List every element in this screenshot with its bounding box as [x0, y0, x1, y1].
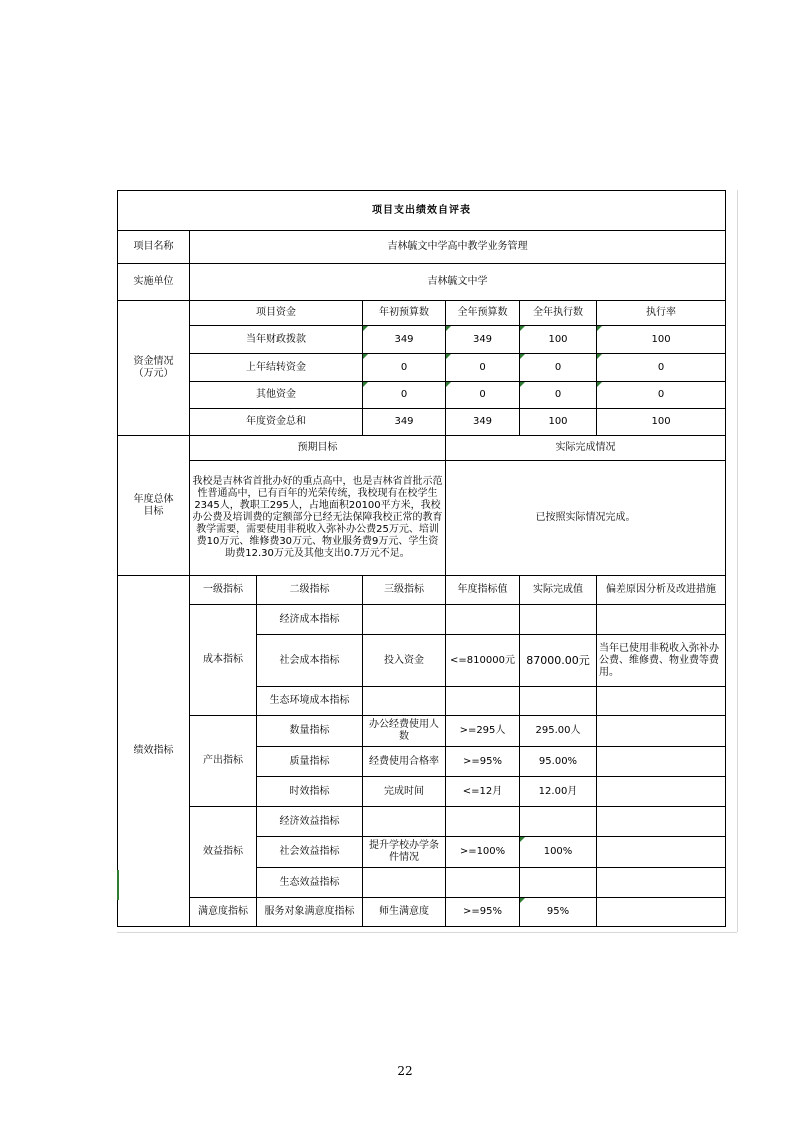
- perf-target: <=12月: [446, 777, 520, 807]
- funds-header-annual-budget: 全年预算数: [446, 301, 520, 326]
- perf-header: 二级指标: [257, 576, 363, 605]
- goals-label: 年度总体 目标: [118, 436, 190, 576]
- satisfaction-indicator-label: 满意度指标: [190, 898, 257, 927]
- perf-target: [446, 687, 520, 716]
- funds-row-name: 年度资金总和: [190, 409, 363, 436]
- funds-cell: 0: [446, 354, 520, 382]
- sheet-right-gridline: [737, 190, 738, 932]
- perf-level2: 经济效益指标: [257, 807, 363, 837]
- funds-cell: 349: [446, 409, 520, 436]
- perf-level2: 质量指标: [257, 747, 363, 777]
- goals-actual-text: 已按照实际情况完成。: [446, 461, 726, 576]
- perf-header: 偏差原因分析及改进措施: [597, 576, 726, 605]
- benefit-indicator-label: 效益指标: [190, 807, 257, 898]
- evaluation-table: [117, 190, 726, 927]
- perf-level2: 服务对象满意度指标: [257, 898, 363, 927]
- output-indicator-label: 产出指标: [190, 716, 257, 807]
- perf-target: [446, 605, 520, 635]
- goals-expected-text: 我校是吉林省首批办好的重点高中，也是吉林省首批示范性普通高中，已有百年的光荣传统，我校现有在校学生2345人，教职工295人，占地面积20100平方米，我校办公费及培训费的定额部分已经无法保障我校正常的教育教学需要，需要使用非税收入弥补办公费25万元、培训费10万元、维修费30万元、物业服务费9万元、学生资助费12.30万元及其他支出0.7万元不足。: [190, 461, 446, 576]
- perf-header: 一级指标: [190, 576, 257, 605]
- unit-label: 实施单位: [118, 264, 190, 301]
- unit-value: 吉林毓文中学: [190, 264, 726, 301]
- perf-level2: 生态环境成本指标: [257, 687, 363, 716]
- funds-cell: 0: [446, 382, 520, 409]
- funds-header-rate: 执行率: [597, 301, 726, 326]
- goals-actual-header: 实际完成情况: [446, 436, 726, 461]
- project-name-value: 吉林毓文中学高中教学业务管理: [190, 231, 726, 264]
- perf-actual: [520, 807, 597, 837]
- perf-actual: [520, 687, 597, 716]
- perf-target: [446, 807, 520, 837]
- funds-cell: 349: [363, 409, 446, 436]
- perf-deviation: [597, 716, 726, 747]
- funds-cell: 100: [597, 326, 726, 354]
- perf-deviation: [597, 747, 726, 777]
- perf-deviation: [597, 868, 726, 898]
- perf-actual: 95.00%: [520, 747, 597, 777]
- funds-cell: 0: [520, 354, 597, 382]
- cost-indicator-label: 成本指标: [190, 605, 257, 716]
- funds-label: 资金情况 （万元）: [118, 301, 190, 436]
- perf-target: >=95%: [446, 898, 520, 927]
- funds-cell: 0: [597, 382, 726, 409]
- page-number: 22: [397, 1064, 413, 1078]
- perf-deviation: [597, 807, 726, 837]
- perf-actual: [520, 605, 597, 635]
- funds-cell: 0: [363, 382, 446, 409]
- funds-row-name: 其他资金: [190, 382, 363, 409]
- perf-target: >=295人: [446, 716, 520, 747]
- perf-level2: 社会效益指标: [257, 837, 363, 868]
- perf-header: 年度指标值: [446, 576, 520, 605]
- perf-deviation: [597, 605, 726, 635]
- perf-deviation: [597, 777, 726, 807]
- funds-row-name: 上年结转资金: [190, 354, 363, 382]
- perf-target: >=95%: [446, 747, 520, 777]
- perf-level3: 经费使用合格率: [363, 747, 446, 777]
- perf-target: <=810000元: [446, 635, 520, 687]
- funds-cell: 100: [520, 409, 597, 436]
- perf-level2: 数量指标: [257, 716, 363, 747]
- perf-actual: 87000.00元: [520, 635, 597, 687]
- perf-level3: [363, 605, 446, 635]
- perf-actual: 295.00人: [520, 716, 597, 747]
- table-title: 项目支出绩效自评表: [118, 191, 726, 231]
- perf-actual: 12.00月: [520, 777, 597, 807]
- perf-level2: 时效指标: [257, 777, 363, 807]
- perf-level3: [363, 868, 446, 898]
- cell-cursor-marker: [117, 870, 119, 900]
- perf-level3: [363, 687, 446, 716]
- perf-deviation: [597, 687, 726, 716]
- perf-level2: 社会成本指标: [257, 635, 363, 687]
- perf-actual: [520, 868, 597, 898]
- perf-target: >=100%: [446, 837, 520, 868]
- self-evaluation-sheet: [117, 190, 737, 932]
- perf-level2: 生态效益指标: [257, 868, 363, 898]
- perf-target: [446, 868, 520, 898]
- funds-cell: 0: [363, 354, 446, 382]
- perf-label: 绩效指标: [118, 576, 190, 927]
- perf-deviation: 当年已使用非税收入弥补办公费、维修费、物业费等费用。: [597, 635, 726, 687]
- perf-deviation: [597, 837, 726, 868]
- perf-header: 三级指标: [363, 576, 446, 605]
- perf-level2: 经济成本指标: [257, 605, 363, 635]
- perf-level3: 投入资金: [363, 635, 446, 687]
- perf-level3: 提升学校办学条件情况: [363, 837, 446, 868]
- sheet-bottom-gridline: [117, 932, 737, 933]
- perf-actual: 95%: [520, 898, 597, 927]
- perf-deviation: [597, 898, 726, 927]
- funds-header-initial-budget: 年初预算数: [363, 301, 446, 326]
- funds-cell: 100: [520, 326, 597, 354]
- perf-level3: 办公经费使用人数: [363, 716, 446, 747]
- perf-level3: 完成时间: [363, 777, 446, 807]
- goals-expected-header: 预期目标: [190, 436, 446, 461]
- funds-cell: 349: [446, 326, 520, 354]
- funds-header-item: 项目资金: [190, 301, 363, 326]
- funds-cell: 349: [363, 326, 446, 354]
- funds-cell: 0: [597, 354, 726, 382]
- perf-level3: 师生满意度: [363, 898, 446, 927]
- perf-actual: 100%: [520, 837, 597, 868]
- funds-cell: 0: [520, 382, 597, 409]
- perf-level3: [363, 807, 446, 837]
- funds-header-executed: 全年执行数: [520, 301, 597, 326]
- project-name-label: 项目名称: [118, 231, 190, 264]
- perf-header: 实际完成值: [520, 576, 597, 605]
- funds-cell: 100: [597, 409, 726, 436]
- funds-row-name: 当年财政拨款: [190, 326, 363, 354]
